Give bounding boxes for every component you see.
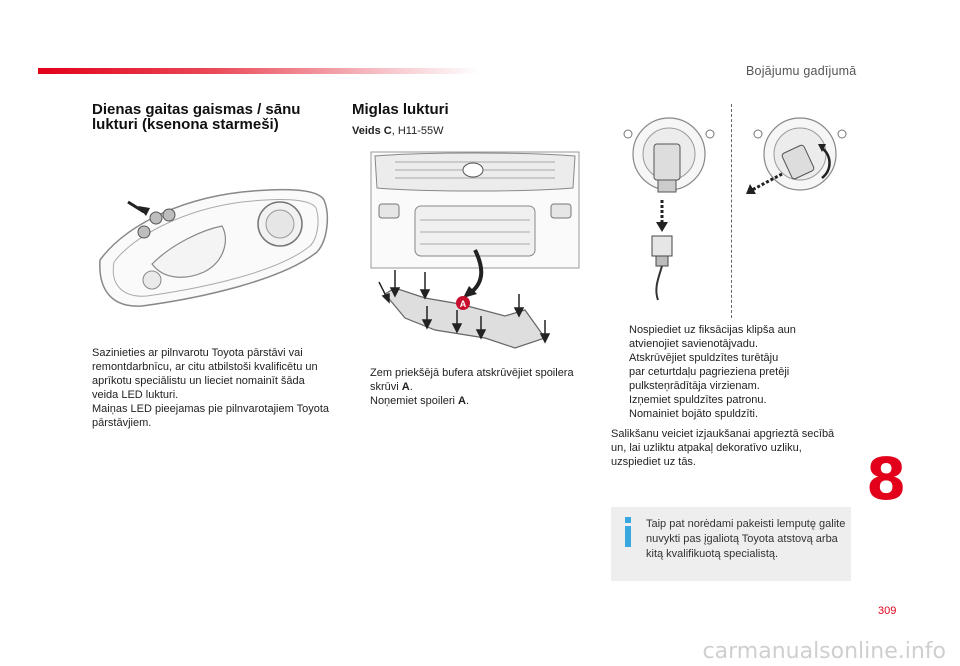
reassembly-line: Salikšanu veiciet izjaukšanai apgrieztā secībā: [611, 428, 835, 440]
bumper-illustration: [365, 148, 585, 358]
chapter-number: 8: [866, 445, 907, 513]
headlight-body-line: Sazinieties ar pilnvarotu Toyota pārstāvi vai: [92, 347, 303, 359]
page-number: 309: [878, 605, 897, 617]
headlight-illustration: [92, 180, 332, 310]
headlight-body-line: pārstāvjiem.: [92, 417, 152, 429]
header-accent-bar: [38, 68, 480, 74]
fog-lamp-type-value: , H11-55W: [391, 125, 444, 137]
info-line: kitą kvalifikuotą specialistą.: [646, 548, 779, 560]
headlight-body-line: aprīkotu speciālistu un lieciet nomainīt šāda: [92, 375, 305, 387]
illustration-divider: [731, 104, 732, 318]
headlight-title-line2: lukturi (ksenona starmeši): [92, 116, 279, 133]
removal-step-line: pulksteņrādītāja virzienam.: [629, 380, 760, 392]
fog-step-2-ref: A: [458, 395, 466, 407]
removal-step-line: Nomainiet bojāto spuldzīti.: [629, 408, 759, 420]
info-box: [611, 507, 851, 581]
fog-step-2-end: .: [466, 395, 470, 407]
fog-step-1-ref: A: [401, 381, 410, 393]
headlight-title-line1: Dienas gaitas gaismas / sānu: [92, 101, 301, 118]
section-title: Bojājumu gadījumā: [746, 64, 857, 78]
fog-lamp-type-label: Veids C: [352, 125, 392, 137]
headlight-body-line: veida LED lukturi.: [92, 389, 179, 401]
info-line: Taip pat norėdami pakeisti lemputę galite: [646, 518, 846, 530]
info-line: nuvykti pas įgaliotą Toyota atstovą arba: [646, 533, 838, 545]
fog-step-1-text: skrūvi: [370, 381, 402, 393]
fog-step-2: [352, 394, 469, 408]
fog-lamp-title: Miglas lukturi: [352, 101, 449, 118]
headlight-body-line: remontdarbnīcu, ar citu atbilstoši kvalificētu un: [92, 361, 318, 373]
info-text: [646, 517, 846, 562]
removal-step-line: Izņemiet spuldzītes patronu.: [629, 394, 767, 406]
fog-lamp-type: [352, 124, 444, 138]
fog-lamp-removal-illustration: [614, 104, 729, 304]
fog-step-1: [352, 366, 574, 394]
removal-step-1: [611, 323, 796, 351]
removal-step-3: [611, 393, 767, 407]
spoiler-marker-label: A: [459, 299, 467, 309]
reassembly-line: uzspiediet uz tās.: [611, 456, 696, 468]
fog-step-1-line: Zem priekšējā bufera atskrūvējiet spoilera: [370, 367, 574, 379]
fog-step-1-end: .: [409, 381, 413, 393]
removal-step-line: atvienojiet savienotājvadu.: [629, 338, 759, 350]
info-icon: [621, 517, 635, 547]
removal-step-2: [611, 351, 789, 393]
reassembly-note: [611, 427, 834, 469]
headlight-title: [92, 102, 300, 132]
removal-step-4: [611, 407, 758, 421]
headlight-body: [92, 346, 329, 430]
headlight-body-line: Maiņas LED pieejamas pie pilnvarotajiem Toyota: [92, 403, 330, 415]
watermark: carmanualsonline.info: [702, 639, 946, 664]
fog-step-2-text: Noņemiet spoileri: [370, 395, 459, 407]
fog-step-2-line: [370, 394, 469, 408]
fog-step-1-line: [370, 380, 574, 394]
removal-step-line: par ceturtdaļu pagrieziena pretēji: [629, 366, 790, 378]
removal-step-line: Atskrūvējiet spuldzītes turētāju: [629, 352, 779, 364]
bulb-holder-illustration: [742, 104, 857, 214]
removal-step-line: Nospiediet uz fiksācijas klipša aun: [629, 324, 796, 336]
reassembly-line: un, lai uzliktu atpakaļ dekoratīvo uzliku,: [611, 442, 802, 454]
